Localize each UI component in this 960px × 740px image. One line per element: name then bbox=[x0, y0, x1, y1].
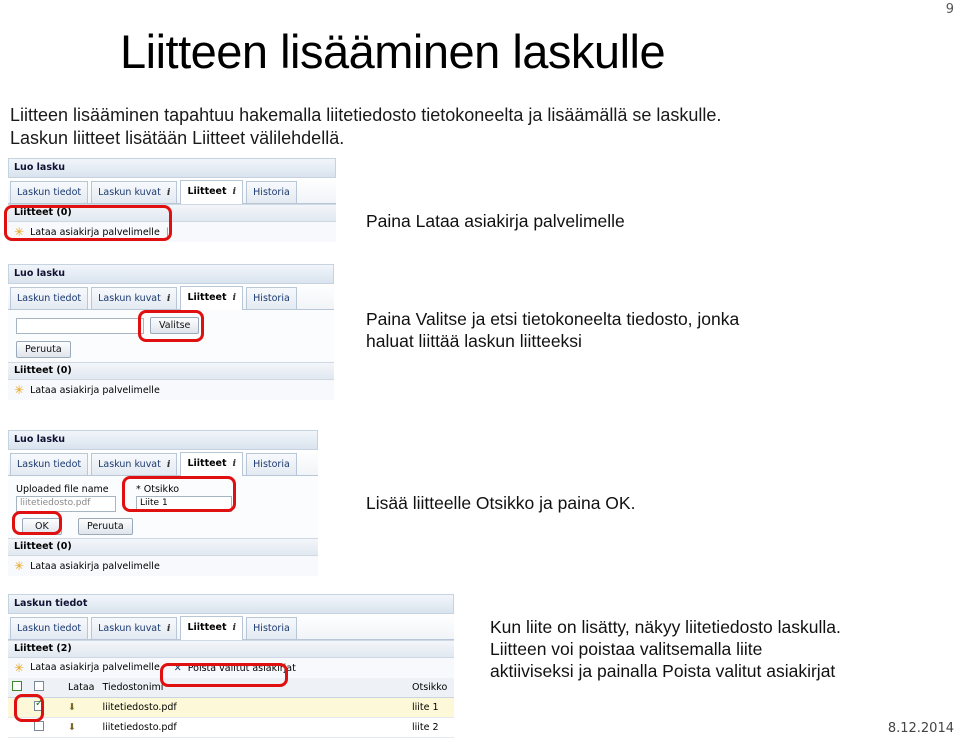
tab-invoice-details[interactable]: Laskun tiedot bbox=[10, 287, 88, 309]
tab-bar bbox=[8, 284, 334, 310]
upload-link[interactable] bbox=[8, 380, 334, 400]
footer-date: 8.12.2014 bbox=[887, 721, 954, 736]
highlight-checkbox bbox=[14, 694, 44, 722]
title-cell: liite 2 bbox=[408, 718, 454, 738]
info-icon: i bbox=[166, 187, 171, 198]
tab-attachments[interactable]: Liitteet i bbox=[180, 180, 243, 204]
select-file-button[interactable]: Valitse bbox=[150, 317, 199, 334]
tab-invoice-details[interactable]: Laskun tiedot bbox=[10, 617, 88, 639]
tab-invoice-images[interactable]: Laskun kuvat i bbox=[91, 453, 177, 475]
uploaded-file-field[interactable]: liitetiedosto.pdf bbox=[16, 496, 116, 512]
caption-step-2 bbox=[366, 308, 739, 352]
column-header-title: Otsikko bbox=[408, 678, 454, 698]
attachments-table bbox=[8, 678, 454, 738]
caption-step-4-line-3: aktiiviseksi ja painalla Poista valitut asiakirjat bbox=[490, 661, 836, 681]
highlight-select bbox=[138, 310, 204, 342]
highlight-ok bbox=[12, 511, 62, 535]
uploaded-file-label: Uploaded file name bbox=[16, 484, 109, 495]
table-row[interactable] bbox=[8, 718, 454, 738]
upload-icon: ✳ bbox=[14, 225, 25, 239]
info-icon: i bbox=[232, 458, 237, 469]
column-header-load: Lataa bbox=[64, 678, 98, 698]
attachments-count: Liitteet (0) bbox=[8, 204, 336, 222]
tab-history[interactable]: Historia bbox=[246, 287, 297, 309]
select-all-checkbox[interactable] bbox=[12, 681, 22, 691]
cancel-button[interactable]: Peruuta bbox=[78, 518, 133, 535]
tab-history[interactable]: Historia bbox=[246, 453, 297, 475]
upload-link-label: Lataa asiakirja palvelimelle bbox=[30, 560, 160, 572]
upload-icon: ✳ bbox=[14, 383, 25, 397]
panel-header: Luo lasku bbox=[8, 430, 318, 450]
panel-header: Luo lasku bbox=[8, 158, 336, 178]
intro-text bbox=[10, 104, 721, 150]
download-icon[interactable]: ⬇ bbox=[68, 702, 76, 713]
highlight-title bbox=[122, 476, 236, 512]
tab-bar bbox=[8, 450, 318, 476]
page-number: 9 bbox=[945, 2, 954, 17]
attachments-count: Liitteet (0) bbox=[8, 538, 318, 556]
download-icon[interactable]: ⬇ bbox=[68, 722, 76, 733]
title-label: * Otsikko bbox=[136, 484, 180, 495]
tab-invoice-images[interactable]: Laskun kuvat i bbox=[91, 617, 177, 639]
tab-invoice-details[interactable]: Laskun tiedot bbox=[10, 453, 88, 475]
column-header-filename: Tiedostonimi bbox=[98, 678, 408, 698]
highlight-upload bbox=[4, 205, 172, 241]
tab-history[interactable]: Historia bbox=[246, 617, 297, 639]
info-icon: i bbox=[166, 293, 171, 304]
caption-step-4-line-1: Kun liite on lisätty, näkyy liitetiedosto laskulla. bbox=[490, 617, 841, 637]
upload-link-label: Lataa asiakirja palvelimelle bbox=[30, 226, 160, 238]
intro-line-2: Laskun liitteet lisätään Liitteet välilehdellä. bbox=[10, 128, 345, 148]
tab-bar bbox=[8, 178, 336, 204]
tab-history[interactable]: Historia bbox=[246, 181, 297, 203]
panel-header: Luo lasku bbox=[8, 264, 334, 284]
caption-step-4 bbox=[490, 616, 841, 682]
filename-cell: liitetiedosto.pdf bbox=[98, 698, 408, 718]
upload-link[interactable] bbox=[14, 662, 160, 674]
ok-button[interactable]: OK bbox=[22, 518, 62, 535]
row-checkbox[interactable] bbox=[34, 721, 44, 731]
upload-link[interactable]: ✳ Lataa asiakirja palvelimelle | bbox=[8, 222, 336, 242]
tab-bar bbox=[8, 614, 454, 640]
title-input[interactable]: Liite 1 bbox=[136, 496, 232, 512]
attachments-count: Liitteet (2) bbox=[8, 640, 454, 658]
page-title: Liitteen lisääminen laskulle bbox=[120, 25, 666, 78]
highlight-delete bbox=[160, 663, 288, 687]
tab-invoice-images[interactable]: Laskun kuvat i bbox=[91, 287, 177, 309]
tab-attachments[interactable]: Liitteet i bbox=[180, 452, 243, 476]
intro-line-1: Liitteen lisääminen tapahtuu hakemalla liitetiedosto tietokoneelta ja lisäämällä se laskulle. bbox=[10, 105, 722, 125]
header-checkbox[interactable] bbox=[34, 681, 44, 691]
info-icon: i bbox=[232, 186, 237, 197]
panel-header: Laskun tiedot bbox=[8, 594, 454, 614]
caption-step-2-line-1: Paina Valitse ja etsi tietokoneelta tiedosto, jonka bbox=[366, 309, 740, 329]
upload-link[interactable] bbox=[8, 556, 318, 576]
cancel-button[interactable]: Peruuta bbox=[16, 341, 71, 358]
title-cell: liite 1 bbox=[408, 698, 454, 718]
filename-cell: liitetiedosto.pdf bbox=[98, 718, 408, 738]
delete-selected-label: Poista valitut asiakirjat bbox=[187, 662, 296, 674]
upload-link-label: Lataa asiakirja palvelimelle bbox=[30, 384, 160, 396]
info-icon: i bbox=[232, 292, 237, 303]
tab-attachments[interactable]: Liitteet i bbox=[180, 286, 243, 310]
upload-link-label: Lataa asiakirja palvelimelle bbox=[30, 662, 160, 673]
caption-step-2-line-2: haluat liittää laskun liitteeksi bbox=[366, 331, 582, 351]
caption-step-3: Lisää liitteelle Otsikko ja paina OK. bbox=[366, 493, 636, 513]
info-icon: i bbox=[232, 622, 237, 633]
upload-icon: ✳ bbox=[14, 559, 25, 573]
info-icon: i bbox=[166, 459, 171, 470]
delete-icon: ✕ bbox=[173, 662, 182, 674]
caption-step-4-line-2: Liitteen voi poistaa valitsemalla liite bbox=[490, 639, 763, 659]
tab-attachments[interactable]: Liitteet i bbox=[180, 616, 243, 640]
file-path-input[interactable] bbox=[16, 318, 144, 334]
upload-icon: ✳ bbox=[14, 661, 25, 675]
tab-invoice-images[interactable]: Laskun kuvat i bbox=[91, 181, 177, 203]
tab-invoice-details[interactable]: Laskun tiedot bbox=[10, 181, 88, 203]
info-icon: i bbox=[166, 623, 171, 634]
table-row[interactable] bbox=[8, 698, 454, 718]
attachments-count: Liitteet (0) bbox=[8, 362, 334, 380]
caption-step-1: Paina Lataa asiakirja palvelimelle bbox=[366, 211, 625, 231]
